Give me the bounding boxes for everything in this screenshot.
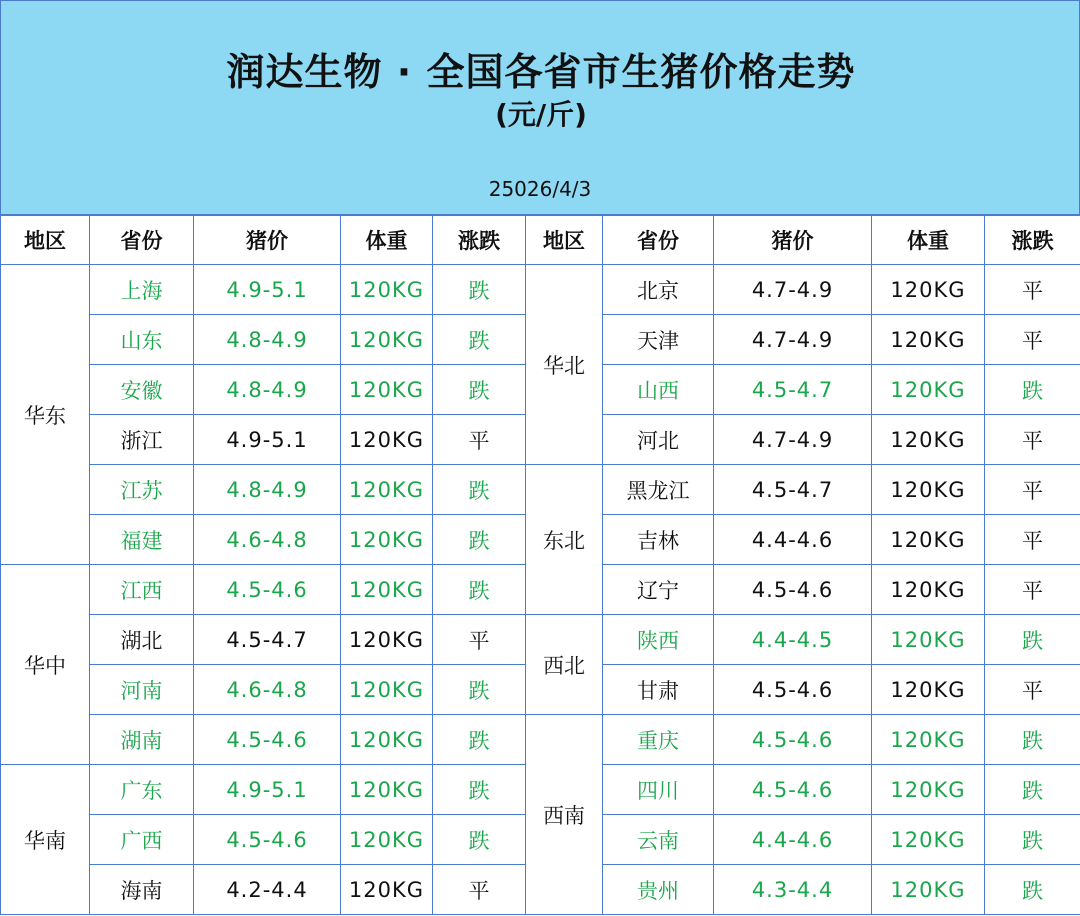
- left-region-cell: 华南: [1, 765, 90, 915]
- province-cell: 安徽: [90, 365, 194, 415]
- column-header: 地区: [526, 216, 603, 265]
- weight-cell: 120KG: [341, 615, 433, 665]
- province-cell: 浙江: [90, 415, 194, 465]
- price-cell: 4.6-4.8: [194, 515, 341, 565]
- price-cell: 4.5-4.6: [714, 765, 872, 815]
- weight-cell: 120KG: [341, 315, 433, 365]
- weight-cell: 120KG: [341, 715, 433, 765]
- report-date: 25026/4/3: [488, 177, 592, 201]
- right-region-cell: 东北: [526, 465, 603, 615]
- change-cell: 跌: [433, 665, 526, 715]
- province-cell: 海南: [90, 865, 194, 915]
- change-cell: 跌: [433, 715, 526, 765]
- weight-cell: 120KG: [872, 315, 985, 365]
- weight-cell: 120KG: [341, 415, 433, 465]
- table-body: [1, 265, 1080, 915]
- weight-cell: 120KG: [872, 665, 985, 715]
- price-cell: 4.7-4.9: [714, 265, 872, 315]
- price-cell: 4.5-4.7: [194, 615, 341, 665]
- price-cell: 4.8-4.9: [194, 365, 341, 415]
- province-cell: 江西: [90, 565, 194, 615]
- column-header: 省份: [90, 216, 194, 265]
- change-cell: 平: [985, 515, 1080, 565]
- left-region-cell: 华中: [1, 565, 90, 765]
- change-cell: 跌: [985, 615, 1080, 665]
- price-cell: 4.9-5.1: [194, 265, 341, 315]
- date-banner: [0, 164, 1080, 215]
- change-cell: 跌: [433, 765, 526, 815]
- province-cell: 山西: [603, 365, 714, 415]
- weight-cell: 120KG: [872, 715, 985, 765]
- weight-cell: 120KG: [872, 265, 985, 315]
- change-cell: 平: [985, 665, 1080, 715]
- change-cell: 跌: [433, 465, 526, 515]
- province-cell: 河北: [603, 415, 714, 465]
- column-header: 涨跌: [985, 216, 1080, 265]
- province-cell: 重庆: [603, 715, 714, 765]
- change-cell: 跌: [433, 265, 526, 315]
- weight-cell: 120KG: [341, 765, 433, 815]
- price-cell: 4.5-4.6: [714, 665, 872, 715]
- price-cell: 4.8-4.9: [194, 315, 341, 365]
- province-cell: 上海: [90, 265, 194, 315]
- weight-cell: 120KG: [341, 865, 433, 915]
- change-cell: 平: [985, 565, 1080, 615]
- column-header: 体重: [341, 216, 433, 265]
- province-cell: 江苏: [90, 465, 194, 515]
- change-cell: 平: [433, 415, 526, 465]
- table-row: [1, 615, 1080, 665]
- province-cell: 甘肃: [603, 665, 714, 715]
- province-cell: 福建: [90, 515, 194, 565]
- province-cell: 广西: [90, 815, 194, 865]
- price-cell: 4.8-4.9: [194, 465, 341, 515]
- weight-cell: 120KG: [872, 565, 985, 615]
- price-cell: 4.9-5.1: [194, 415, 341, 465]
- right-region-cell: 西北: [526, 615, 603, 715]
- price-cell: 4.4-4.6: [714, 515, 872, 565]
- weight-cell: 120KG: [872, 615, 985, 665]
- change-cell: 平: [985, 465, 1080, 515]
- province-cell: 山东: [90, 315, 194, 365]
- change-cell: 平: [433, 615, 526, 665]
- weight-cell: 120KG: [341, 465, 433, 515]
- province-cell: 北京: [603, 265, 714, 315]
- province-cell: 陕西: [603, 615, 714, 665]
- change-cell: 跌: [985, 765, 1080, 815]
- price-cell: 4.5-4.7: [714, 365, 872, 415]
- price-cell: 4.9-5.1: [194, 765, 341, 815]
- price-cell: 4.4-4.5: [714, 615, 872, 665]
- table-row: [1, 265, 1080, 315]
- price-cell: 4.4-4.6: [714, 815, 872, 865]
- weight-cell: 120KG: [341, 665, 433, 715]
- column-header: 猪价: [194, 216, 341, 265]
- column-header: 省份: [603, 216, 714, 265]
- weight-cell: 120KG: [341, 265, 433, 315]
- weight-cell: 120KG: [872, 365, 985, 415]
- province-cell: 黑龙江: [603, 465, 714, 515]
- price-cell: 4.5-4.6: [714, 565, 872, 615]
- weight-cell: 120KG: [341, 365, 433, 415]
- province-cell: 广东: [90, 765, 194, 815]
- right-region-cell: 华北: [526, 265, 603, 465]
- change-cell: 跌: [985, 815, 1080, 865]
- change-cell: 跌: [433, 365, 526, 415]
- change-cell: 跌: [985, 715, 1080, 765]
- price-cell: 4.5-4.6: [714, 715, 872, 765]
- province-cell: 辽宁: [603, 565, 714, 615]
- change-cell: 跌: [433, 565, 526, 615]
- weight-cell: 120KG: [341, 565, 433, 615]
- weight-cell: 120KG: [872, 515, 985, 565]
- table-header-row: [1, 216, 1080, 265]
- price-table: [0, 215, 1080, 915]
- province-cell: 吉林: [603, 515, 714, 565]
- weight-cell: 120KG: [341, 815, 433, 865]
- table-row: [1, 465, 1080, 515]
- price-cell: 4.5-4.6: [194, 565, 341, 615]
- column-header: 涨跌: [433, 216, 526, 265]
- change-cell: 跌: [433, 315, 526, 365]
- page-title: 润达生物 · 全国各省市生猪价格走势: [226, 50, 856, 94]
- price-cell: 4.5-4.7: [714, 465, 872, 515]
- column-header: 体重: [872, 216, 985, 265]
- column-header: 猪价: [714, 216, 872, 265]
- price-cell: 4.5-4.6: [194, 815, 341, 865]
- weight-cell: 120KG: [872, 865, 985, 915]
- title-banner: [0, 0, 1080, 165]
- price-cell: 4.7-4.9: [714, 315, 872, 365]
- weight-cell: 120KG: [872, 765, 985, 815]
- price-cell: 4.5-4.6: [194, 715, 341, 765]
- right-region-cell: 西南: [526, 715, 603, 915]
- province-cell: 湖南: [90, 715, 194, 765]
- weight-cell: 120KG: [341, 515, 433, 565]
- price-cell: 4.7-4.9: [714, 415, 872, 465]
- change-cell: 跌: [433, 515, 526, 565]
- change-cell: 平: [985, 415, 1080, 465]
- change-cell: 平: [433, 865, 526, 915]
- table-row: [1, 715, 1080, 765]
- price-unit: (元/斤): [495, 98, 587, 131]
- weight-cell: 120KG: [872, 415, 985, 465]
- province-cell: 云南: [603, 815, 714, 865]
- province-cell: 河南: [90, 665, 194, 715]
- province-cell: 天津: [603, 315, 714, 365]
- province-cell: 四川: [603, 765, 714, 815]
- province-cell: 湖北: [90, 615, 194, 665]
- change-cell: 平: [985, 315, 1080, 365]
- price-cell: 4.6-4.8: [194, 665, 341, 715]
- weight-cell: 120KG: [872, 815, 985, 865]
- change-cell: 跌: [985, 865, 1080, 915]
- weight-cell: 120KG: [872, 465, 985, 515]
- change-cell: 跌: [433, 815, 526, 865]
- left-region-cell: 华东: [1, 265, 90, 565]
- province-cell: 贵州: [603, 865, 714, 915]
- price-cell: 4.3-4.4: [714, 865, 872, 915]
- change-cell: 平: [985, 265, 1080, 315]
- column-header: 地区: [1, 216, 90, 265]
- price-cell: 4.2-4.4: [194, 865, 341, 915]
- change-cell: 跌: [985, 365, 1080, 415]
